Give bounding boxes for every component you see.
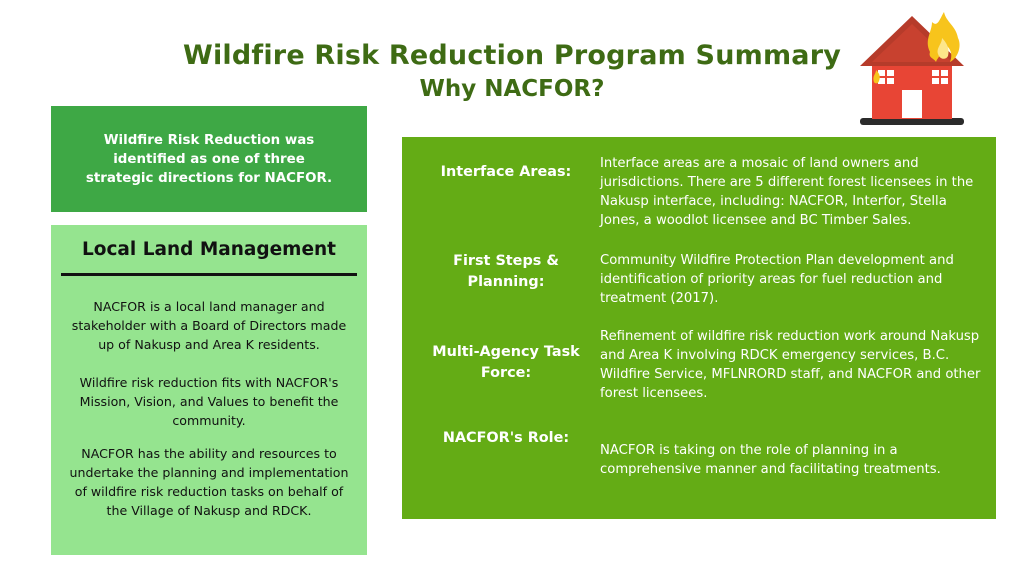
nacfor-role-label: NACFOR's Role: (442, 430, 570, 446)
burning-house-icon (858, 10, 970, 128)
first-steps-text: Community Wildfire Protection Plan development and identification of priority areas for fuel reduction and treatment (2017). (600, 253, 954, 306)
local-land-paragraph: NACFOR is a local land manager and stakeholder with a Board of Directors made up of Nakusp and Area K residents. (71, 299, 347, 352)
page-subtitle: Why NACFOR? (419, 76, 605, 102)
page-title: Wildfire Risk Reduction Program Summary (182, 40, 842, 71)
local-land-paragraph: NACFOR has the ability and resources to undertake the planning and implementation of wildfire risk reduction tasks on behalf of the Village of Nakusp and RDCK. (69, 446, 349, 518)
heading-divider (61, 273, 357, 276)
interface-areas-label: Interface Areas: (440, 164, 572, 180)
nacfor-role-text: NACFOR is taking on the role of planning in a comprehensive manner and facilitating treatments. (600, 443, 941, 477)
local-land-heading: Local Land Management (81, 239, 337, 260)
task-force-label: Multi-Agency Task Force: (432, 344, 580, 381)
local-land-paragraph: Wildfire risk reduction fits with NACFOR's Mission, Vision, and Values to benefit the community. (79, 375, 339, 428)
intro-text: Wildfire Risk Reduction was identified as one of three strategic directions for NACFOR. (85, 132, 333, 186)
interface-areas-text: Interface areas are a mosaic of land owners and jurisdictions. There are 5 different forest licensees in the Nakusp interface, including: NACFOR, Interfor, Stella Jones, a woodlot licensee and BC Timber Sales. (600, 156, 974, 228)
local-land-management-panel (51, 225, 367, 555)
intro-box (51, 106, 367, 212)
task-force-text: Refinement of wildfire risk reduction work around Nakusp and Area K involving RDCK emergency services, B.C. Wildfire Service, MFLNRORD staff, and NACFOR and other forest licensees. (600, 329, 981, 401)
details-panel (402, 137, 996, 519)
first-steps-label: First Steps & Planning: (453, 253, 559, 290)
